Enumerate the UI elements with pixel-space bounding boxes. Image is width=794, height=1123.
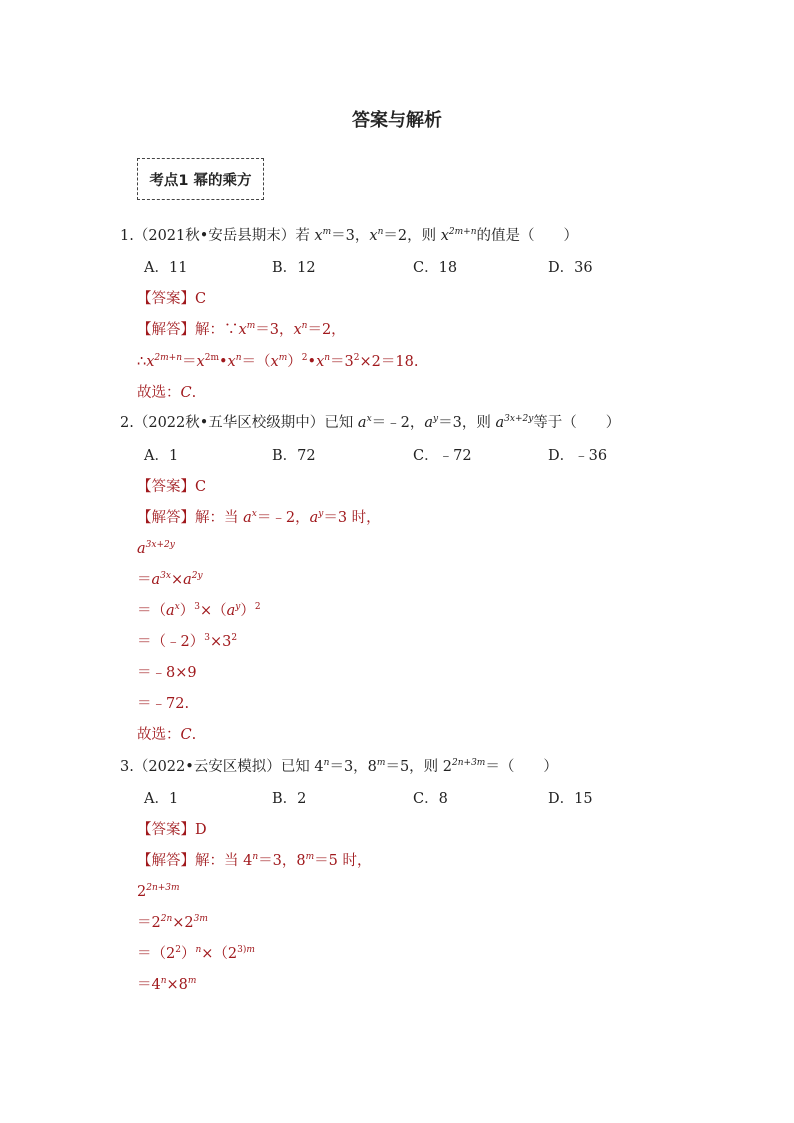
question-3-stem: 3.（2022•云安区模拟）已知 $4^n=3$，$8^m=5$，则 $2^{2n+3m}=$（ ） — [120, 758, 558, 775]
q2-step-6: ＝﹣72. — [137, 696, 190, 712]
q3-step-4: $=4^n\times 8^m$ — [137, 976, 197, 993]
q3-step-3: $=(2^2)^n\times(2^{3)m}$ — [137, 945, 255, 962]
q2-step-2: $=a^{3x}\times a^{2y}$ — [137, 571, 203, 588]
option-b: B．2 — [272, 791, 307, 807]
q2-step-4: $=(﹣2)^3\times 3^2$ — [137, 633, 238, 650]
question-2-answer: 【答案】C — [137, 479, 207, 495]
question-1-answer: 【答案】C — [137, 291, 207, 307]
question-2-stem: 2.（2022秋•五华区校级期中）已知 $a^x=﹣2$，$a^y=3$，则 $a^{3x+2y}$等于（ ） — [120, 414, 621, 431]
q2-step-5: ＝﹣8×9 — [137, 665, 197, 681]
page-title: 答案与解析 — [352, 110, 442, 131]
question-1-solution: 【解答】解：$\because x^m=3$，$x^n=2$， — [137, 321, 346, 338]
question-2-conclusion: 故选：C. — [137, 727, 197, 743]
q3-step-2: $=2^{2n}\times 2^{3m}$ — [137, 914, 208, 931]
option-d: D．36 — [548, 260, 593, 276]
option-b: B．12 — [272, 260, 316, 276]
option-a: A．1 — [144, 448, 179, 464]
option-c: C．8 — [413, 791, 448, 807]
option-c: C．﹣72 — [413, 448, 472, 464]
question-1-stem: 1.（2021秋•安岳县期末）若 $x^m=3$，$x^n=2$，则 $x^{2m+n}$的值是（ ） — [120, 227, 579, 244]
option-a: A．11 — [144, 260, 188, 276]
question-3-solution: 【解答】解：当 $4^n=3$，$8^m=5$ 时， — [137, 852, 372, 869]
topic-heading: 考点1 幂的乘方 — [137, 158, 264, 200]
question-1-options — [144, 258, 744, 278]
option-a: A．1 — [144, 791, 179, 807]
q3-step-1: $2^{2n+3m}$ — [137, 883, 180, 900]
option-d: D．15 — [548, 791, 593, 807]
question-1-conclusion: 故选：C. — [137, 385, 197, 401]
option-b: B．72 — [272, 448, 316, 464]
question-3-answer: 【答案】D — [137, 822, 207, 838]
question-3-options — [144, 789, 744, 809]
q2-step-1: $a^{3x+2y}$ — [137, 540, 175, 557]
option-c: C．18 — [413, 260, 458, 276]
option-d: D．﹣36 — [548, 448, 608, 464]
question-1-derivation: $\therefore x^{2m+n}=x^{2m}•x^n=(x^m)^2•x^n=3^2\times 2=18$. — [137, 353, 419, 370]
question-2-solution: 【解答】解：当 $a^x=﹣2$，$a^y=3$ 时， — [137, 509, 381, 526]
question-2-options — [144, 446, 744, 466]
q2-step-3: $=(a^x)^3\times(a^y)^2$ — [137, 602, 261, 619]
